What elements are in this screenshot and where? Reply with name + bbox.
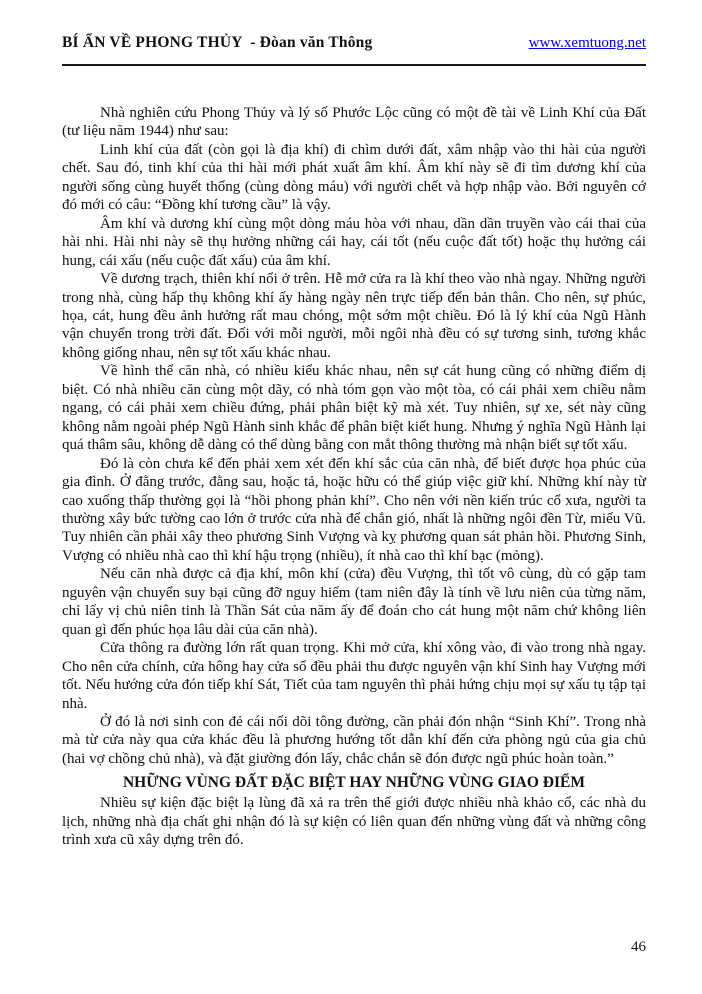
paragraph: Về dương trạch, thiên khí nổi ở trên. Hễ mở cửa ra là khí theo vào nhà ngay. Những người trong nhà, cùng hấp thụ không khí ấy hàng ngày nên trực tiếp đến bản thân. Cho nên, sự phúc, họa, cát, hung đều ảnh hưởng rất mau chóng, một sớm một chiều. Đó là lý khí của Ngũ Hành vận chuyển trong trời đất. Đối với mỗi người, mỗi ngôi nhà đều có sự tương sinh, tương khắc không giống nhau, nên sự tốt xấu khác nhau. bbox=[62, 271, 646, 361]
paragraph: Đó là còn chưa kể đến phải xem xét đến khí sắc của căn nhà, để biết được họa phúc của gia đình. Ở đằng trước, đằng sau, hoặc tả, hoặc hữu có thể giúp việc giữ khí. Những khí này từ cao xuống thấp thường gọi là “hồi phong phản khí”. Cho nên với nền kiến trúc cổ xưa, người ta thường xây bức tường cao lớn ở trước cửa nhà để chắn gió, nhất là những ngôi đền Từ, miếu Vũ. Tuy nhiên cần phải xây theo phương Sinh Vượng và kỵ phương quan sát phản hồi. Phương Sinh, Vượng có nhiều nhà cao thì khí hậu trọng (nhiều), ít nhà cao thì khí bạc (mỏng). bbox=[62, 455, 646, 564]
page-number: 46 bbox=[631, 939, 646, 955]
section-heading: NHỮNG VÙNG ĐẤT ĐẶC BIỆT HAY NHỮNG VÙNG GIAO ĐIỂM bbox=[122, 774, 586, 792]
paragraph: Linh khí của đất (còn gọi là địa khí) đi chìm dưới đất, xâm nhập vào thi hài của người chết. Sau đó, tinh khí của thi hài mới phát xuất âm khí. Âm khí này sẽ đi tìm dương khí của người sống cùng huyết thống (cùng dòng máu) với người chết và hợp nhập vào. Bởi nguyên cớ đó mới có câu: “Đồng khí tương cầu” là vậy. bbox=[62, 141, 646, 214]
paragraph: Nhà nghiên cứu Phong Thủy và lý số Phước Lộc cũng có một đề tài về Linh Khí của Đất (tư liệu năm 1944) như sau: bbox=[62, 105, 646, 140]
paragraph: Nhiều sự kiện đặc biệt lạ lùng đã xả ra trên thế giới được nhiều nhà khảo cổ, các nhà du lịch, những nhà địa chất ghi nhận đó là sự kiện có liên quan đến những vùng đất và những công trình xưa cũ xây dựng trên đó. bbox=[62, 795, 646, 849]
paragraph: Nếu căn nhà được cả địa khí, môn khí (cửa) đều Vượng, thì tốt vô cùng, dù có gặp tam nguyên vận chuyển suy bại cũng đỡ nguy hiểm (tam niên đây là tính về lưu niên của từng năm, chỉ lấy vị chủ niên tinh là Thần Sát của năm ấy để đoán cho cát hung một năm chứ không liên quan gì đến phúc họa lâu dài của căn nhà). bbox=[62, 566, 646, 638]
page-body bbox=[62, 104, 646, 850]
website-link[interactable]: www.xemtuong.net bbox=[528, 35, 646, 51]
paragraph: Ở đó là nơi sinh con đẻ cái nối dõi tông đường, cần phải đón nhận “Sinh Khí”. Trong nhà mà từ cửa này qua cửa khác đều là phương hướng tốt dẫn khí đến cửa phòng ngủ của gia chủ (hai vợ chồng chủ nhà), và đặt giường đón lấy, chắc chắn sẽ đón được ngũ phúc hoàn toàn.” bbox=[62, 713, 646, 767]
paragraph: Âm khí và dương khí cùng một dòng máu hòa với nhau, dần dần truyền vào cái thai của hài nhi. Hài nhi này sẽ thụ hưởng những cái hay, cái tốt (nếu cuộc đất tốt) hoặc thụ hưởng cái hung, cái xấu (nếu cuộc đất xấu) của âm khí. bbox=[62, 215, 646, 269]
paragraph: Cửa thông ra đường lớn rất quan trọng. Khi mở cửa, khí xông vào, đi vào trong nhà ngay. Cho nên cửa chính, cửa hông hay cửa sổ đều phải thu được nguyên vận khí Sinh hay Vượng mới tốt. Nếu hướng cửa đón tiếp khí Sát, Tiết của tam nguyên thì phải hứng chịu mọi sự xấu tụ tập tại nhà. bbox=[62, 640, 646, 712]
page-header bbox=[62, 34, 646, 66]
book-title: BÍ ẨN VỀ PHONG THỦY - Đòan văn Thông bbox=[62, 34, 373, 51]
paragraph: Về hình thể căn nhà, có nhiều kiểu khác nhau, nên sự cát hung cũng có những điểm dị biệt. Có nhà nhiều căn cùng một dãy, có nhà tóm gọn vào một tòa, có cái phải xem chiều nằm ngang, có cái phải xem chiều đứng, phải phân biệt kỹ mà xét. Tuy nhiên, sự xe, sét này cũng không nằm ngoài phép Ngũ Hành sinh khắc để phân biệt kiết hung. Nhưng ý nghĩa Ngũ Hành lại quá thâm sâu, không dễ dàng có thể dùng bằng con mắt thông thường mà nhận biết sự tốt xấu. bbox=[62, 363, 646, 454]
